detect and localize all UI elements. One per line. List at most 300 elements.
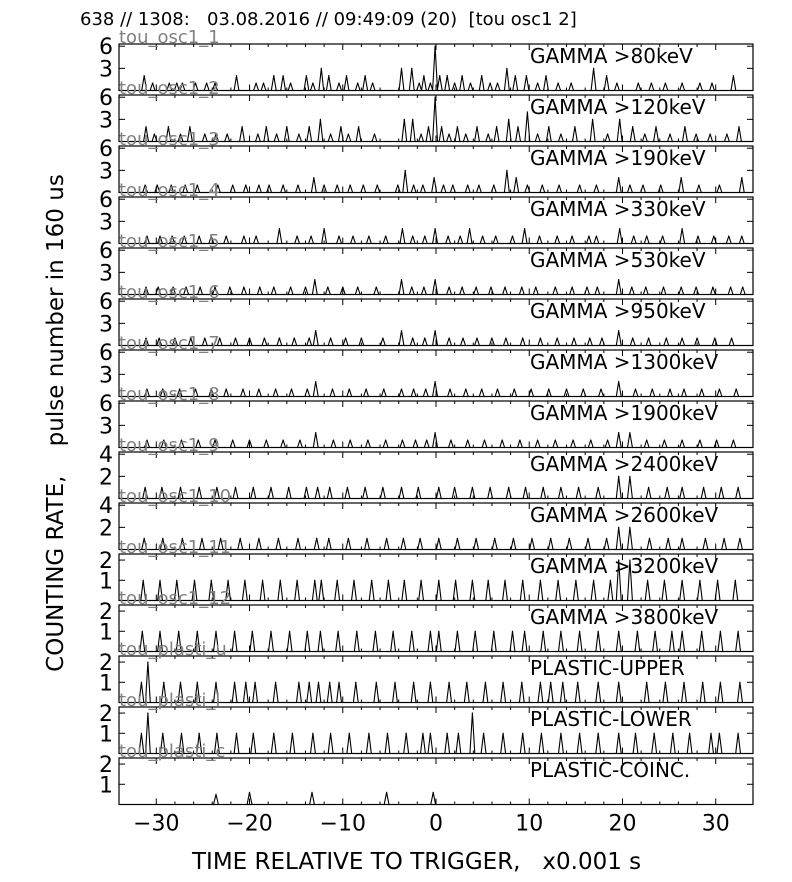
data-point	[142, 631, 143, 632]
data-point	[607, 440, 608, 441]
data-point	[524, 631, 525, 632]
data-point	[258, 185, 259, 186]
data-point	[736, 389, 737, 390]
data-point	[375, 631, 376, 632]
data-point	[141, 682, 142, 683]
x-tick-label: 0	[429, 811, 443, 837]
x-tick-label: 30	[701, 811, 730, 837]
data-point	[413, 185, 414, 186]
data-point	[401, 279, 402, 280]
panel-title: GAMMA >3200keV	[530, 554, 719, 578]
y-tick-label: 3	[99, 312, 113, 338]
data-point	[664, 440, 665, 441]
data-point	[245, 185, 246, 186]
data-point	[333, 440, 334, 441]
data-point	[347, 487, 348, 488]
data-point	[557, 236, 558, 237]
data-point	[345, 338, 346, 339]
data-point	[598, 682, 599, 683]
data-point	[541, 733, 542, 734]
data-point	[270, 487, 271, 488]
data-point	[258, 389, 259, 390]
data-point	[147, 713, 148, 714]
data-point	[618, 330, 619, 331]
data-point	[504, 580, 505, 581]
data-point	[646, 682, 647, 683]
x-tick-label: −10	[319, 811, 366, 837]
data-point	[438, 538, 439, 539]
data-point	[682, 228, 683, 229]
data-point	[466, 682, 467, 683]
data-point	[664, 580, 665, 581]
data-point	[667, 487, 668, 488]
data-point	[578, 487, 579, 488]
data-point	[232, 440, 233, 441]
data-point	[312, 733, 313, 734]
data-point	[371, 580, 372, 581]
data-point	[512, 631, 513, 632]
data-point	[327, 287, 328, 288]
data-point	[633, 236, 634, 237]
data-point	[438, 487, 439, 488]
data-point	[320, 119, 321, 120]
data-point	[618, 432, 619, 433]
data-point	[681, 177, 682, 178]
data-point	[447, 733, 448, 734]
data-point	[537, 440, 538, 441]
data-point	[597, 287, 598, 288]
data-point	[490, 287, 491, 288]
y-tick-label: 3	[99, 57, 113, 83]
data-point	[197, 682, 198, 683]
data-point	[550, 538, 551, 539]
data-point	[321, 68, 322, 69]
data-point	[702, 682, 703, 683]
data-point	[681, 287, 682, 288]
data-point	[435, 97, 436, 98]
data-point	[236, 75, 237, 76]
data-point	[449, 389, 450, 390]
data-point	[618, 733, 619, 734]
panel-title: GAMMA >3800keV	[530, 605, 719, 629]
series-name-label: tou_plasti_u	[119, 639, 227, 660]
data-point	[648, 338, 649, 339]
data-point	[253, 487, 254, 488]
data-point	[178, 631, 179, 632]
data-point	[315, 330, 316, 331]
data-point	[647, 580, 648, 581]
series-name-label: tou_osc1_6	[119, 282, 220, 303]
data-point	[346, 75, 347, 76]
data-point	[496, 126, 497, 127]
data-point	[635, 389, 636, 390]
data-point	[589, 338, 590, 339]
data-point	[211, 580, 212, 581]
data-point	[629, 185, 630, 186]
series-name-label: tou_osc1_1	[119, 27, 220, 48]
y-tick-label: 6	[99, 239, 113, 265]
data-point	[283, 440, 284, 441]
data-point	[682, 440, 683, 441]
data-point	[457, 126, 458, 127]
data-point	[256, 236, 257, 237]
data-point	[671, 631, 672, 632]
data-point	[243, 236, 244, 237]
data-point	[413, 389, 414, 390]
data-point	[586, 287, 587, 288]
series-name-label: tou_osc1_5	[119, 231, 220, 252]
data-point	[397, 185, 398, 186]
data-point	[654, 733, 655, 734]
data-point	[348, 538, 349, 539]
data-point	[467, 185, 468, 186]
data-point	[559, 185, 560, 186]
data-point	[525, 487, 526, 488]
data-point	[713, 236, 714, 237]
data-point	[665, 682, 666, 683]
data-point	[311, 792, 312, 793]
data-point	[699, 580, 700, 581]
data-point	[596, 185, 597, 186]
panel-title: GAMMA >80keV	[530, 44, 693, 68]
data-point	[330, 733, 331, 734]
data-point	[742, 287, 743, 288]
panel-title: PLASTIC-COINC.	[530, 758, 691, 782]
data-point	[315, 432, 316, 433]
data-point	[560, 134, 561, 135]
data-point	[412, 236, 413, 237]
data-point	[430, 682, 431, 683]
data-point	[270, 631, 271, 632]
data-point	[143, 580, 144, 581]
data-point	[682, 580, 683, 581]
data-point	[683, 389, 684, 390]
data-point	[358, 126, 359, 127]
data-point	[469, 228, 470, 229]
data-point	[457, 538, 458, 539]
data-point	[522, 580, 523, 581]
data-point	[189, 126, 190, 127]
data-point	[355, 682, 356, 683]
data-point	[470, 83, 471, 84]
data-point	[668, 538, 669, 539]
y-tick-label: 6	[99, 35, 113, 61]
panel-title: GAMMA >2600keV	[530, 503, 719, 527]
data-point	[519, 440, 520, 441]
data-point	[698, 185, 699, 186]
data-point	[682, 487, 683, 488]
data-point	[297, 580, 298, 581]
data-point	[240, 538, 241, 539]
data-point	[423, 75, 424, 76]
data-point	[412, 338, 413, 339]
data-point	[382, 338, 383, 339]
data-point	[719, 389, 720, 390]
data-point	[438, 580, 439, 581]
data-point	[435, 279, 436, 280]
data-point	[465, 389, 466, 390]
data-point	[579, 185, 580, 186]
data-point	[506, 170, 507, 171]
data-point	[666, 338, 667, 339]
y-tick-label: 6	[99, 137, 113, 163]
data-point	[462, 75, 463, 76]
data-point	[242, 389, 243, 390]
data-point	[324, 185, 325, 186]
data-point	[144, 75, 145, 76]
data-point	[291, 389, 292, 390]
data-point	[312, 83, 313, 84]
data-point	[450, 440, 451, 441]
data-point	[435, 330, 436, 331]
data-point	[426, 440, 427, 441]
data-point	[465, 134, 466, 135]
data-point	[560, 733, 561, 734]
data-point	[434, 177, 435, 178]
data-point	[163, 682, 164, 683]
data-point	[618, 177, 619, 178]
data-point	[632, 126, 633, 127]
data-point	[741, 177, 742, 178]
data-point	[404, 580, 405, 581]
data-point	[367, 440, 368, 441]
data-point	[571, 83, 572, 84]
data-point	[443, 185, 444, 186]
data-point	[579, 631, 580, 632]
data-point	[572, 236, 573, 237]
series-name-label: tou_osc1_4	[119, 180, 220, 201]
data-point	[294, 338, 295, 339]
data-point	[682, 631, 683, 632]
data-point	[401, 487, 402, 488]
data-point	[733, 440, 734, 441]
data-point	[290, 83, 291, 84]
data-point	[555, 440, 556, 441]
data-point	[252, 631, 253, 632]
data-point	[531, 389, 532, 390]
data-point	[330, 338, 331, 339]
data-point	[337, 580, 338, 581]
data-point	[420, 538, 421, 539]
data-point	[476, 126, 477, 127]
data-point	[449, 287, 450, 288]
data-point	[719, 185, 720, 186]
data-point	[712, 287, 713, 288]
data-point	[338, 631, 339, 632]
data-point	[314, 279, 315, 280]
data-point	[368, 733, 369, 734]
data-point	[314, 580, 315, 581]
data-point	[485, 682, 486, 683]
data-point	[462, 287, 463, 288]
data-point	[458, 733, 459, 734]
data-point	[433, 792, 434, 793]
data-point	[574, 126, 575, 127]
data-point	[493, 631, 494, 632]
data-point	[328, 75, 329, 76]
data-point	[514, 389, 515, 390]
data-point	[649, 538, 650, 539]
data-point	[710, 733, 711, 734]
data-point	[385, 236, 386, 237]
x-tick-label: 20	[608, 811, 637, 837]
data-point	[454, 487, 455, 488]
data-point	[441, 126, 442, 127]
chart-header: 638 // 1308: 03.08.2016 // 09:49:09 (20) [tou osc1 2]	[80, 9, 577, 30]
y-tick-label: 4	[99, 443, 113, 469]
data-point	[387, 733, 388, 734]
data-point	[506, 68, 507, 69]
data-point	[472, 580, 473, 581]
y-tick-label: 3	[99, 363, 113, 389]
y-tick-label: 2	[99, 702, 113, 728]
data-point	[349, 733, 350, 734]
data-point	[631, 287, 632, 288]
data-point	[663, 287, 664, 288]
data-point	[488, 134, 489, 135]
data-point	[376, 287, 377, 288]
data-point	[423, 287, 424, 288]
data-point	[618, 381, 619, 382]
data-point	[419, 83, 420, 84]
data-point	[393, 631, 394, 632]
data-point	[215, 631, 216, 632]
series-name-label: tou_plasti_l	[119, 690, 221, 711]
data-point	[263, 83, 264, 84]
data-point	[521, 682, 522, 683]
data-point	[372, 83, 373, 84]
data-point	[583, 389, 584, 390]
data-point	[598, 487, 599, 488]
data-point	[635, 733, 636, 734]
data-point	[527, 185, 528, 186]
data-point	[353, 580, 354, 581]
data-point	[739, 538, 740, 539]
data-point	[515, 75, 516, 76]
y-tick-label: 3	[99, 210, 113, 236]
data-point	[242, 126, 243, 127]
data-point	[577, 682, 578, 683]
data-point	[243, 287, 244, 288]
data-point	[607, 134, 608, 135]
series-name-label: tou_osc1_9	[119, 435, 220, 456]
y-tick-label: 6	[99, 341, 113, 367]
data-point	[716, 440, 717, 441]
data-point	[545, 75, 546, 76]
data-point	[377, 185, 378, 186]
data-point	[739, 682, 740, 683]
data-point	[535, 287, 536, 288]
data-point	[425, 389, 426, 390]
data-point	[672, 733, 673, 734]
data-point	[728, 236, 729, 237]
data-point	[340, 126, 341, 127]
data-point	[305, 287, 306, 288]
panel-title: GAMMA >190keV	[530, 146, 706, 170]
y-tick-label: 6	[99, 86, 113, 112]
data-point	[522, 733, 523, 734]
data-point	[738, 733, 739, 734]
data-point	[394, 682, 395, 683]
data-point	[508, 487, 509, 488]
data-point	[610, 580, 611, 581]
data-point	[696, 134, 697, 135]
data-point	[418, 487, 419, 488]
data-point	[522, 338, 523, 339]
data-point	[455, 580, 456, 581]
panel-title: GAMMA >120keV	[530, 95, 706, 119]
data-point	[401, 389, 402, 390]
data-point	[315, 381, 316, 382]
x-tick-label: −20	[226, 811, 273, 837]
data-point	[376, 682, 377, 683]
y-tick-label: 1	[99, 773, 113, 799]
data-point	[587, 538, 588, 539]
data-point	[648, 487, 649, 488]
y-tick-label: 1	[99, 671, 113, 697]
data-point	[421, 134, 422, 135]
data-point	[494, 538, 495, 539]
data-point	[720, 682, 721, 683]
data-point	[297, 236, 298, 237]
data-point	[226, 389, 227, 390]
data-point	[543, 487, 544, 488]
panel-title: GAMMA >950keV	[530, 299, 706, 323]
data-point	[504, 287, 505, 288]
data-point	[516, 177, 517, 178]
data-point	[719, 733, 720, 734]
data-point	[472, 487, 473, 488]
data-point	[283, 75, 284, 76]
data-point	[537, 83, 538, 84]
data-point	[738, 126, 739, 127]
y-tick-label: 1	[99, 722, 113, 748]
data-point	[424, 236, 425, 237]
data-point	[472, 713, 473, 714]
data-point	[280, 580, 281, 581]
data-point	[311, 236, 312, 237]
data-point	[245, 682, 246, 683]
data-point	[309, 338, 310, 339]
data-point	[683, 682, 684, 683]
data-point	[235, 487, 236, 488]
data-point	[697, 236, 698, 237]
data-point	[430, 733, 431, 734]
data-point	[572, 287, 573, 288]
data-point	[383, 389, 384, 390]
y-tick-label: 4	[99, 494, 113, 520]
data-point	[266, 126, 267, 127]
data-point	[646, 236, 647, 237]
data-point	[524, 228, 525, 229]
data-point	[660, 185, 661, 186]
data-point	[735, 580, 736, 581]
data-point	[159, 580, 160, 581]
data-point	[306, 75, 307, 76]
data-point	[382, 487, 383, 488]
data-point	[560, 631, 561, 632]
data-point	[730, 287, 731, 288]
data-point	[290, 287, 291, 288]
panel-title: GAMMA >1300keV	[530, 350, 719, 374]
data-point	[385, 440, 386, 441]
data-point	[297, 538, 298, 539]
data-point	[365, 487, 366, 488]
series-name-label: tou_plasti_c	[119, 741, 226, 762]
data-point	[669, 389, 670, 390]
y-tick-label: 2	[99, 651, 113, 677]
data-point	[199, 733, 200, 734]
